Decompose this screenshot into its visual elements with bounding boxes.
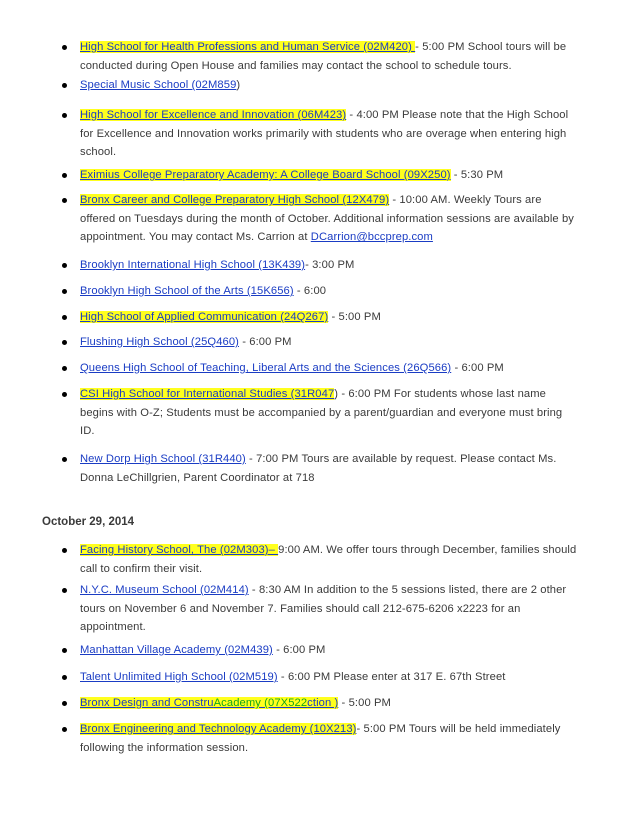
list-item-text: Bronx Engineering and Technology Academy (10X213)- 5:00 PM Tours will be held immediately following the information session.: [80, 723, 561, 754]
school-link[interactable]: N.Y.C. Museum School (02M414): [80, 584, 249, 596]
bullet-icon: [62, 173, 67, 178]
list-item-text: Bronx Design and ConstruAcademy (07X522ction ) - 5:00 PM: [80, 697, 391, 709]
list-item-text: Special Music School (02M859): [80, 79, 241, 91]
list-item-text: Flushing High School (25Q460) - 6:00 PM: [80, 336, 292, 348]
bullet-icon: [62, 548, 67, 553]
list-item-text: Brooklyn High School of the Arts (15K656) - 6:00: [80, 285, 327, 297]
school-link[interactable]: Eximius College Preparatory Academy: A College Board School (09X250): [80, 169, 451, 181]
school-link[interactable]: Brooklyn International High School (13K439): [80, 259, 306, 271]
school-link[interactable]: Brooklyn High School of the Arts (15K656): [80, 285, 294, 297]
bullet-icon: [62, 648, 67, 653]
bullet-icon: [62, 340, 67, 345]
bullet-icon: [62, 315, 67, 320]
school-link[interactable]: Queens High School of Teaching, Liberal Arts and the Sciences (26Q566): [80, 362, 452, 374]
bullet-icon: [62, 113, 67, 118]
school-link[interactable]: New Dorp High School (31R440): [80, 453, 246, 465]
bullet-icon: [62, 289, 67, 294]
school-link[interactable]: High School of Applied Communication (24Q267): [80, 311, 329, 323]
school-link[interactable]: High School for Excellence and Innovation (06M423): [80, 109, 347, 121]
list-item-text: High School for Excellence and Innovation (06M423) - 4:00 PM Please note that the High School for Excellence and Innovation works primarily with students who are overage when entering high school.: [80, 109, 569, 159]
section-date-heading: October 29, 2014: [42, 516, 135, 528]
list-item-text: Manhattan Village Academy (02M439) - 6:00 PM: [80, 644, 326, 656]
bullet-icon: [62, 392, 67, 397]
list-item-text: Eximius College Preparatory Academy: A College Board School (09X250) - 5:30 PM: [80, 169, 504, 181]
bullet-icon: [62, 263, 67, 268]
bullet-icon: [62, 198, 67, 203]
bullet-icon: [62, 83, 67, 88]
bullet-icon: [62, 675, 67, 680]
bullet-icon: [62, 701, 67, 706]
bullet-icon: [62, 727, 67, 732]
list-item-text: Facing History School, The (02M303)– 9:00 AM. We offer tours through December, families should call to confirm their visit.: [80, 544, 577, 575]
school-link[interactable]: High School for Health Professions and Human Service (02M420): [80, 41, 416, 53]
bullet-icon: [62, 45, 67, 50]
list-item-text: CSI High School for International Studies (31R047) - 6:00 PM For students whose last name begins with O-Z; Students must be accompanied by a parent/guardian and everyone must bring ID.: [80, 388, 563, 438]
list-item-text: High School of Applied Communication (24Q267) - 5:00 PM: [80, 311, 381, 323]
list-item-text: High School for Health Professions and Human Service (02M420) - 5:00 PM School tours will be conducted during Open House and families may contact the school to schedule tours.: [80, 41, 567, 72]
bullet-icon: [62, 588, 67, 593]
school-link[interactable]: Bronx Career and College Preparatory High School (12X479): [80, 194, 390, 206]
school-link[interactable]: Manhattan Village Academy (02M439): [80, 644, 273, 656]
list-item-text: N.Y.C. Museum School (02M414) - 8:30 AM In addition to the 5 sessions listed, there are 2 other tours on November 6 and November 7. Families should call 212-675-6206 x2223 for an appointment.: [80, 584, 567, 634]
bullet-icon: [62, 457, 67, 462]
school-link[interactable]: Bronx Design and ConstruAcademy (07X522ction ): [80, 697, 339, 709]
school-link[interactable]: CSI High School for International Studies (31R047: [80, 388, 335, 400]
list-item-text: Brooklyn International High School (13K439)- 3:00 PM: [80, 259, 355, 271]
list-item-text: Talent Unlimited High School (02M519) - 6:00 PM Please enter at 317 E. 67th Street: [80, 671, 506, 683]
list-item-text: New Dorp High School (31R440) - 7:00 PM Tours are available by request. Please contact Ms. Donna LeChillgrien, Parent Coordinator at 718: [80, 453, 557, 484]
school-link[interactable]: Flushing High School (25Q460): [80, 336, 239, 348]
school-link[interactable]: Bronx Engineering and Technology Academy (10X213): [80, 723, 357, 735]
school-link[interactable]: Special Music School (02M859: [80, 79, 237, 91]
school-link[interactable]: Talent Unlimited High School (02M519): [80, 671, 278, 683]
email-link[interactable]: DCarrion@bccprep.com: [310, 231, 433, 244]
list-item-text: Bronx Career and College Preparatory High School (12X479) - 10:00 AM. Weekly Tours are offered on Tuesdays during the month of October. Additional information sessions are available by appointment. You may contact Ms. Carrion at DCarrion@bccprep.com: [80, 194, 574, 244]
school-link[interactable]: Facing History School, The (02M303)–: [80, 544, 279, 556]
list-item-text: Queens High School of Teaching, Liberal Arts and the Sciences (26Q566) - 6:00 PM: [80, 362, 504, 374]
bullet-icon: [62, 366, 67, 371]
